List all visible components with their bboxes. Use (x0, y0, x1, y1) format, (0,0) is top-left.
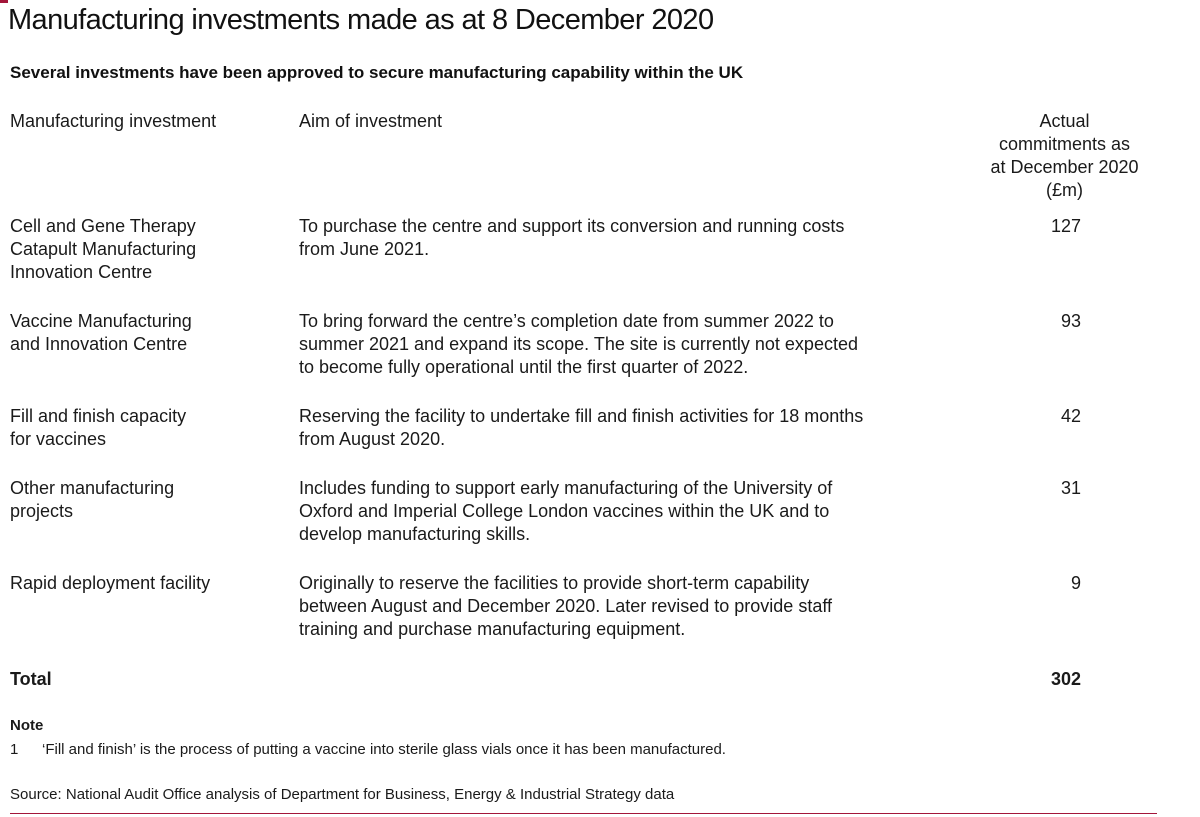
row-5-aim (299, 572, 939, 641)
investment-line: Innovation Centre (10, 262, 153, 282)
top-accent-bar (0, 0, 8, 3)
row-2-value: 93 (1060, 311, 1081, 331)
note-number: 1 (10, 741, 19, 758)
row-3-value: 42 (1060, 406, 1081, 426)
aim-line: develop manufacturing skills. (299, 524, 531, 544)
header-commitments (962, 110, 1167, 202)
aim-line: Includes funding to support early manufacturing of the University of (299, 478, 833, 498)
figure-title: Manufacturing investments made as at 8 December 2020 (8, 4, 714, 36)
investment-line: and Innovation Centre (10, 334, 188, 354)
row-3-aim (299, 405, 939, 451)
investment-line: Catapult Manufacturing (10, 239, 197, 259)
note-item (10, 740, 726, 760)
investment-line: Other manufacturing (10, 478, 175, 498)
row-1-value: 127 (1050, 216, 1081, 236)
aim-line: To bring forward the centre’s completion date from summer 2022 to (299, 311, 834, 331)
aim-line: Reserving the facility to undertake fill and finish activities for 18 months (299, 406, 864, 426)
aim-line: summer 2021 and expand its scope. The site is currently not expected (299, 334, 858, 354)
note-label: Note (10, 717, 44, 734)
aim-line: to become fully operational until the first quarter of 2022. (299, 357, 749, 377)
header-commitments-line: at December 2020 (990, 157, 1139, 177)
aim-line: Oxford and Imperial College London vaccines within the UK and to (299, 501, 830, 521)
investment-line: for vaccines (10, 429, 107, 449)
row-2-aim (299, 310, 939, 379)
aim-line: from August 2020. (299, 429, 446, 449)
total-label: Total (10, 669, 52, 689)
source-line: Source: National Audit Office analysis of Department for Business, Energy & Industrial Strategy data (10, 786, 675, 803)
aim-line: To purchase the centre and support its conversion and running costs (299, 216, 845, 236)
row-5-value: 9 (1070, 573, 1081, 593)
header-commitments-line: Actual (1039, 111, 1090, 131)
header-commitments-line: (£m) (1046, 180, 1083, 200)
investment-line: Fill and finish capacity (10, 406, 187, 426)
row-4-value: 31 (1060, 478, 1081, 498)
row-4-aim (299, 477, 939, 546)
investment-line: Vaccine Manufacturing (10, 311, 192, 331)
aim-line: Originally to reserve the facilities to provide short-term capability (299, 573, 810, 593)
row-1-investment (10, 215, 270, 284)
row-3-investment (10, 405, 270, 451)
row-5-investment (10, 572, 270, 595)
header-commitments-line: commitments as (998, 134, 1131, 154)
header-investment: Manufacturing investment (10, 111, 217, 131)
investment-line: projects (10, 501, 74, 521)
total-value: 302 (1050, 669, 1081, 689)
investment-line: Rapid deployment facility (10, 573, 211, 593)
figure-subtitle: Several investments have been approved to secure manufacturing capability within the UK (10, 63, 744, 82)
investment-line: Cell and Gene Therapy (10, 216, 196, 236)
row-1-aim (299, 215, 939, 261)
row-4-investment (10, 477, 270, 523)
aim-line: between August and December 2020. Later revised to provide staff (299, 596, 833, 616)
aim-line: training and purchase manufacturing equipment. (299, 619, 686, 639)
row-2-investment (10, 310, 270, 356)
note-text: ‘Fill and finish’ is the process of putting a vaccine into sterile glass vials once it has been manufactured. (42, 741, 726, 758)
aim-line: from June 2021. (299, 239, 430, 259)
bottom-rule (10, 813, 1157, 814)
header-aim: Aim of investment (299, 111, 443, 131)
